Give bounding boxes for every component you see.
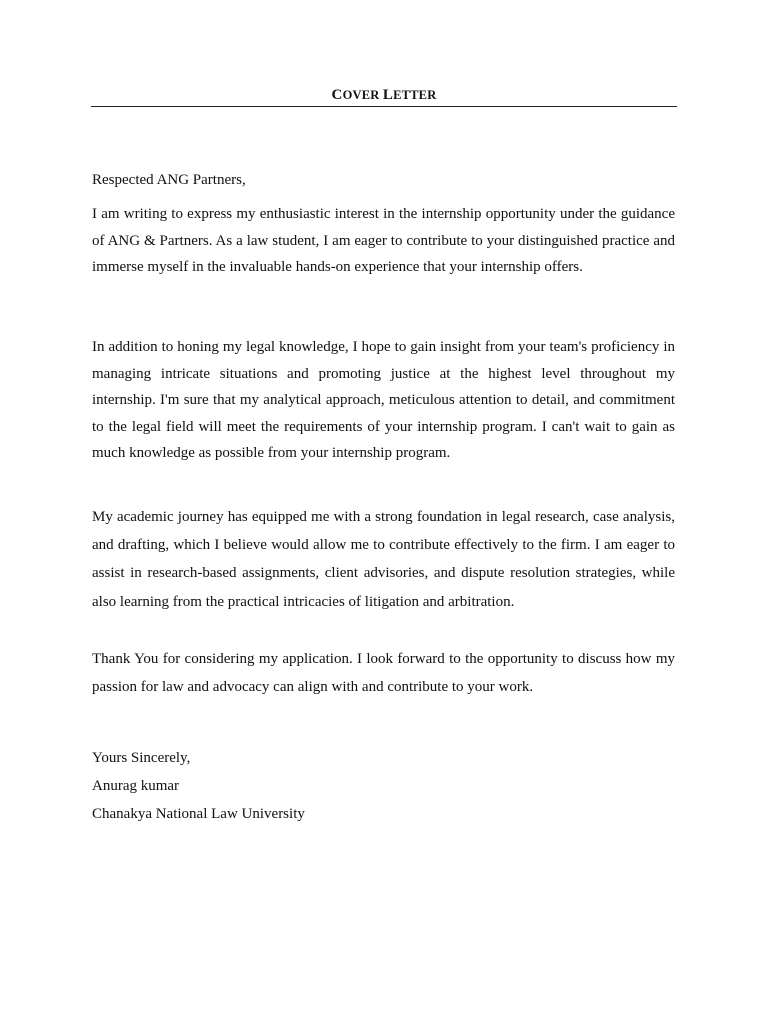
title-initial-c: C [331, 87, 343, 103]
page-title [91, 86, 677, 107]
paragraph-4: Thank You for considering my application. I look forward to the opportunity to discuss how my passion for law and advocacy can align with and contribute to your work. [92, 651, 675, 695]
signer-name: Anurag kumar [92, 778, 180, 794]
signer-institution: Chanakya National Law University [92, 806, 305, 822]
title-word-over: OVER [342, 88, 380, 102]
salutation: Respected ANG Partners, [92, 172, 246, 188]
paragraph-2: In addition to honing my legal knowledge, I hope to gain insight from your team's proficiency in managing intricate situations and promoting justice at the highest level throughout my internship. I'm sure that my analytical approach, meticulous attention to detail, and commitment to the legal field will meet the requirements of your internship program. I can't wait to gain as much knowledge as possible from your internship program. [92, 339, 675, 461]
paragraph-1: I am writing to express my enthusiastic interest in the internship opportunity under the guidance of ANG & Partners. As a law student, I am eager to contribute to your distinguished practice and immerse myself in the invaluable hands-on experience that your internship offers. [92, 206, 675, 275]
title-word-etter: ETTER [393, 88, 437, 102]
title-initial-l: L [382, 87, 394, 103]
paragraph-3: My academic journey has equipped me with a strong foundation in legal research, case analysis, and drafting, which I believe would allow me to contribute effectively to the firm. I am eager to assist in research-based assignments, client advisories, and dispute resolution strategies, while also learning from the practical intricacies of litigation and arbitration. [92, 509, 675, 610]
closing-phrase: Yours Sincerely, [92, 750, 191, 766]
